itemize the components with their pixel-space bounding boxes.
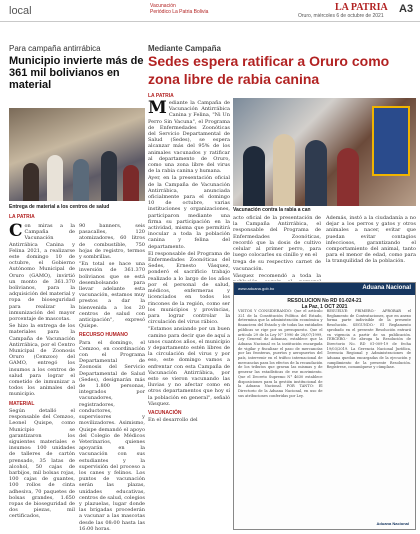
paragraph: Además, instó a la ciudadanía a no dejar a los perros y gatos y otros animales a nacer, evitar que puedan evitar contagios infecciosos, garantizando el comportamiento del animal, tanto para el menor de edad, como para la tranquilidad de la población. xyxy=(326,215,416,265)
paragraph: acto oficial de la presentación de la Campaña Antirrábica, el responsable del Programa de Enfermedades Zoonóticas, recordó que la dosis de cultivo celular al primer perro, para luego colocarles su cinillo y en el xyxy=(233,215,321,259)
subheading: MATERIAL xyxy=(9,400,35,407)
newspaper-name: LA PATRIA xyxy=(335,2,388,13)
paragraph: El responsable del Programa de Enfermedades Zoonóticas del Sedes, Ernesto Vásquez, ponderó el sacrificio trabajo realizado a lo largo de los años por el personal de salud, médicos, enfermeras y licenciados en todos los rincones de la región, como ser los municipios y provincias, para lograr controlar la circulación del virus rábico. xyxy=(148,250,230,326)
paragraph: Ayer, en la presentación oficial de la Campaña de Vacunación Antirrábica, anunciada oficialmente para el domingo 10 de octubre, varias instituciones y organizaciones, participaron mediante una firma su participación en la actividad, misma que permitirá inocular a toda la población canina y felina del departamento. xyxy=(148,175,230,250)
drop-cap: M xyxy=(148,100,167,118)
issue-date: Oruro, miércoles 6 de octubre de 2021 xyxy=(298,13,384,19)
side-article-column-2 xyxy=(79,223,145,531)
side-article-column-1 xyxy=(9,223,75,531)
paragraph: ediante la Campaña de Vacunación Antirrábica Canina y Felina, "Ni Un Perro Sin Vacuna", el Programa de Enfermedades Zoonóticas del Servicio Departamental de Salud (Sedes), se espera alcanzar más del 95% de los animales vacunados y ratificar al departamento de Oruro, como una zona libre del virus de la rabia canina y humana. xyxy=(148,100,230,175)
subheading: RECURSO HUMANO xyxy=(79,332,128,339)
paragraph: Según detalló el responsable del Cemzoo, Leonel Quispe, como Municipio se garantizaron los siguientes materiales e insumos: 100 unidades de talleres de cartón prensado, 35 latas de alcohol, 50 cajas de barbijos, mil bolsas rojas, 100 cajas de guantes, 100 rollos de cinta adhesiva, 70 paquetes de bolsas grandes, 1.650 ropas de bioseguridad de dos piezas, mil certificados, xyxy=(9,407,75,520)
resolution-number: RESOLUCION No RD 01-024-21 xyxy=(287,298,362,304)
main-article-photo xyxy=(233,98,416,206)
paragraph: trega de su respectivo carnet de vacunación. xyxy=(233,259,321,272)
paragraph: Se hizo la entrega de los materiales para la Campaña de Vacunación Antirrábica, por el Centro Municipal de Zoonosis Oruro (Cemzoo) del GAMO, entregó los insumos a los centros de salud para lograr el cometido de inmunizar a todos los animales del municipio. xyxy=(9,323,75,398)
aduana-logo-text: Aduana Nacional xyxy=(362,285,411,291)
page-number: A3 xyxy=(399,3,414,15)
drop-cap: C xyxy=(9,223,23,241)
masthead xyxy=(0,0,420,22)
main-article-subhead: Mediante Campaña xyxy=(148,44,221,53)
resolution-date: La Paz, 1 OCT 2021 xyxy=(301,304,348,310)
section-label: local xyxy=(9,5,32,17)
paragraph: Para el domingo, el Cemzoo, en coordinación con el Programa Departamental de Zoonosis del Servicio Departamental de Salud (Sedes), designarán más de 1.800 personas, integrados por vacunadores, registradores, conductores, supervisores y movilizadores. Asimismo, Quispe demandó el apoyo del Colegio de Médicos Veterinarios, quienes apoyarán en la vacunación con sus estudiantes y la supervisión del proceso a los canes y felinos. Los puntos de vacunación serán las plazas, unidades educativas, centros de salud, colegios y plazuelas, lugar donde las brigadas procederán a vacunar a las mascotas desde las 08:00 hasta las 16:00 horas. xyxy=(79,339,145,531)
paragraph: on miras a la Campaña de Vacunación Antirrábica Canina y Felina 2021, a realizarse este domingo 10 de octubre, el Gobierno Autónomo Municipal de Oruro (GAMO), invirtió un monto de 361.370 bolivianos, para la adquisición del material y ropa de bioseguridad para realizar la inmunización del mayor porcentaje de mascotas. xyxy=(9,223,75,323)
resolution-column-2: RESUELVE: PRIMERO.- APROBAR el Reglamento de Contrataciones, que en anexo forma parte indivisible de la presente Resolución. SEGUNDO.- El Reglamento aprobado en el presente Resolución entrará en vigencia a partir de su publicación. TERCERO.- Se abroga la Resolución de Directorio No. RD 01-009-19 de fecha 19/03/2019. La Gerencia Nacional Jurídica, Gerencia Regional y Administraciones de Aduana quedan encargadas de la ejecución y cumplimiento de la presente Resolución. Regístrese, comuníquese y cúmplase. xyxy=(326,309,411,370)
paragraph: "En total se hace una inversión de 361.370 bolivianos que se está desembolsando para llevar adelante esta vacunación, estamos muy prestos a dar la bienvenida a los 20 centros de salud con anticipación", expresó Quispe. xyxy=(79,261,145,330)
main-article-title: Sedes espera ratificar a Oruro como zona libre de rabia canina xyxy=(148,53,390,87)
main-article-column-1 xyxy=(148,100,230,531)
aduana-website: www.aduana.gob.bo xyxy=(238,286,275,291)
side-article-subhead: Para campaña antirrábica xyxy=(9,44,101,53)
resolution-body xyxy=(238,309,411,515)
subheading: VACUNACIÓN xyxy=(148,409,182,416)
tagline-line-2: Periódico La Patria Bolivia xyxy=(150,9,209,15)
banner-graphic xyxy=(372,106,410,176)
main-article-column-3 xyxy=(326,215,416,281)
aduana-footer: Aduana Nacional xyxy=(376,521,409,526)
side-article-photo-caption: Entrega de material a los centros de salud xyxy=(9,204,110,210)
paragraph: Vásquez recomendó a toda la xyxy=(233,272,321,279)
side-article-author: LA PATRIA xyxy=(9,214,35,220)
aduana-header xyxy=(234,283,415,295)
main-article-column-2 xyxy=(233,215,321,281)
aduana-notice xyxy=(233,282,416,530)
tagline-line-1: Vacunación xyxy=(150,3,176,9)
side-article-title: Municipio invierte más de 361 mil bolivianos en material xyxy=(9,55,144,91)
paragraph: 90 banners, seis pasacalles, 120 atomizadores, 60 litros de combustible, 750 hojas de registro, termos y sombrillas. xyxy=(79,223,145,261)
side-article-photo xyxy=(9,108,145,201)
main-article-author: LA PATRIA xyxy=(148,93,174,99)
paragraph: "Estamos ansiando por un buen camino para decir que de aquí a unos cuantos años, el municipio y departamento estén libres de la circulación del virus y por eso, este domingo vamos a enfrentar con esta Campaña de Vacunación Antirrábica, por esto se vieron vacunando las lluvias y no afectar como en otros departamentos que hoy sí la población en general", señaló Vásquez. xyxy=(148,326,230,407)
resolution-column-1: VISTOS Y CONSIDERANDO: Que el artículo 321 de la Constitución Política del Estado, determina que la administración económica y financiera del Estado y de todas las entidades públicas se rige por su presupuesto. Que el artículo 29 de la Ley N° 1990 de 28/07/1999, Ley General de Aduanas, establece que la Aduana Nacional es la institución encargada de vigilar y fiscalizar el paso de mercancías por las fronteras, puertos y aeropuertos del país, intervenir en el tráfico internacional de mercancías para los efectos de la recaudación de los tributos que gravan las mismas y de generar las estadísticas de ese movimiento. Que el Decreto Supremo N° 4630 establece disposiciones para la gestión institucional de la Aduana Nacional. POR TANTO: El Directorio de la Aduana Nacional, en uso de sus atribuciones conferidas por Ley. xyxy=(238,309,323,398)
paragraph: En el desarrollo del xyxy=(148,417,198,424)
masthead-tagline xyxy=(150,3,208,15)
main-article-photo-caption: Vacunación contra la rabia a can xyxy=(233,207,311,213)
